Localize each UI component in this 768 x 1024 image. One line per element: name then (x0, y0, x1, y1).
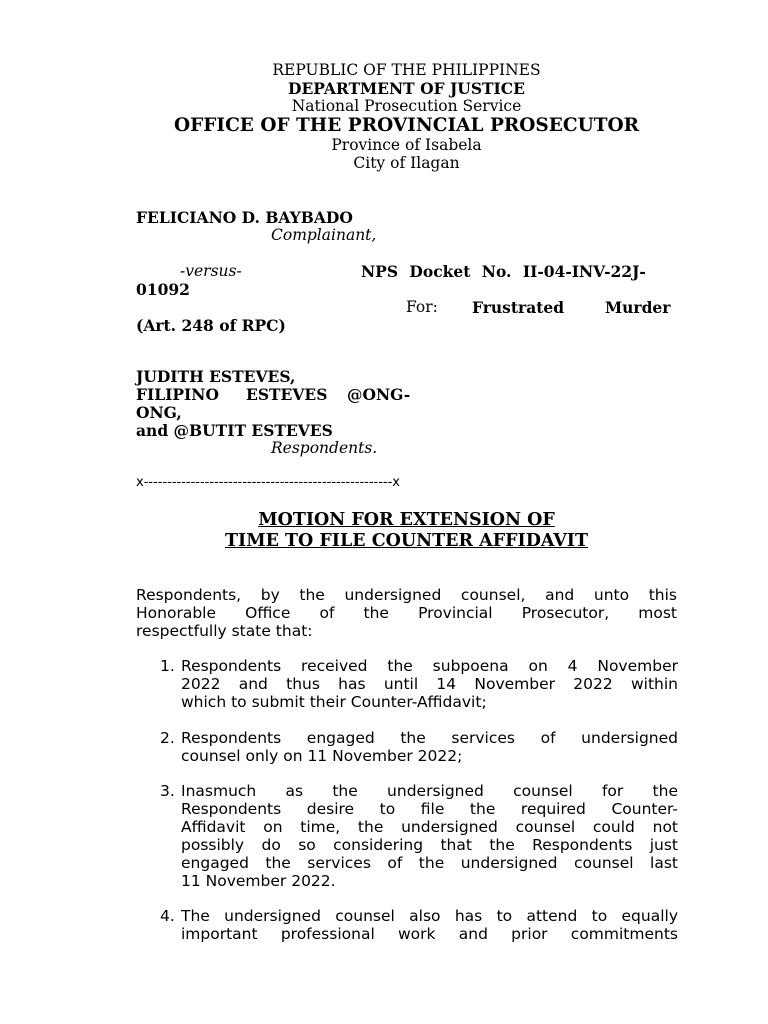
header-city: City of Ilagan (353, 154, 460, 172)
offense-word-1: Frustrated (472, 298, 565, 317)
list-item-line: possibly do so considering that the Respondents just (181, 836, 678, 854)
header-service: National Prosecution Service (291, 97, 522, 115)
complainant-role: Complainant, (271, 226, 377, 244)
list-item-line: 11 November 2022. (181, 872, 336, 890)
list-item-line: 2022 and thus has until 14 November 2022 within (181, 675, 678, 693)
complainant-name: FELICIANO D. BAYBADO (136, 208, 353, 227)
list-item-line: Respondents received the subpoena on 4 November (181, 657, 678, 675)
list-item-line: counsel only on 11 November 2022; (181, 747, 463, 765)
versus-label: -versus- (180, 262, 242, 280)
list-item-line: important professional work and prior commitments (181, 925, 678, 943)
list-item-line: which to submit their Counter-Affidavit; (181, 693, 487, 711)
intro-line: Honorable Office of the Provincial Prosecutor, most (136, 604, 677, 622)
list-item-number: 3. (160, 782, 175, 800)
header-republic: REPUBLIC OF THE PHILIPPINES (272, 61, 541, 79)
list-item-line: Respondents engaged the services of undersigned (181, 729, 678, 747)
list-item-line: Affidavit on time, the undersigned counsel could not (181, 818, 678, 836)
respondents-role: Respondents. (271, 439, 378, 457)
list-item-number: 2. (160, 729, 175, 747)
caption-separator: x-----------------------------------------------------x (136, 475, 401, 490)
header-province: Province of Isabela (331, 136, 482, 154)
respondent-2-last: ESTEVES (246, 385, 328, 404)
respondent-2-first: FILIPINO (136, 385, 219, 404)
intro-paragraph (136, 586, 677, 640)
docket-number-line2: 01092 (136, 280, 190, 299)
for-label: For: (406, 298, 438, 316)
header-office: OFFICE OF THE PROVINCIAL PROSECUTOR (174, 115, 639, 136)
list-item-number: 1. (160, 657, 175, 675)
intro-line: respectfully state that: (136, 622, 313, 640)
list-item-line: The undersigned counsel also has to attend to equally (181, 907, 678, 925)
respondent-2-alias-cont: ONG, (136, 403, 182, 422)
list-item-line: Respondents desire to file the required Counter- (181, 800, 678, 818)
list-item-number: 4. (160, 907, 175, 925)
docket-number-line1: NPS Docket No. II-04-INV-22J- (361, 262, 646, 281)
motion-title-line2: TIME TO FILE COUNTER AFFIDAVIT (224, 531, 589, 551)
header-department: DEPARTMENT OF JUSTICE (288, 79, 525, 98)
respondent-2-alias: @ONG- (347, 385, 411, 404)
list-item-line: Inasmuch as the undersigned counsel for the (181, 782, 678, 800)
intro-line: Respondents, by the undersigned counsel, and unto this (136, 586, 677, 604)
respondent-1: JUDITH ESTEVES, (136, 367, 296, 386)
list-item-line: engaged the services of the undersigned counsel last (181, 854, 678, 872)
motion-title-line1: MOTION FOR EXTENSION OF (258, 510, 555, 530)
respondent-3: and @BUTIT ESTEVES (136, 421, 333, 440)
offense-article: (Art. 248 of RPC) (136, 316, 286, 335)
offense-word-2: Murder (605, 298, 671, 317)
